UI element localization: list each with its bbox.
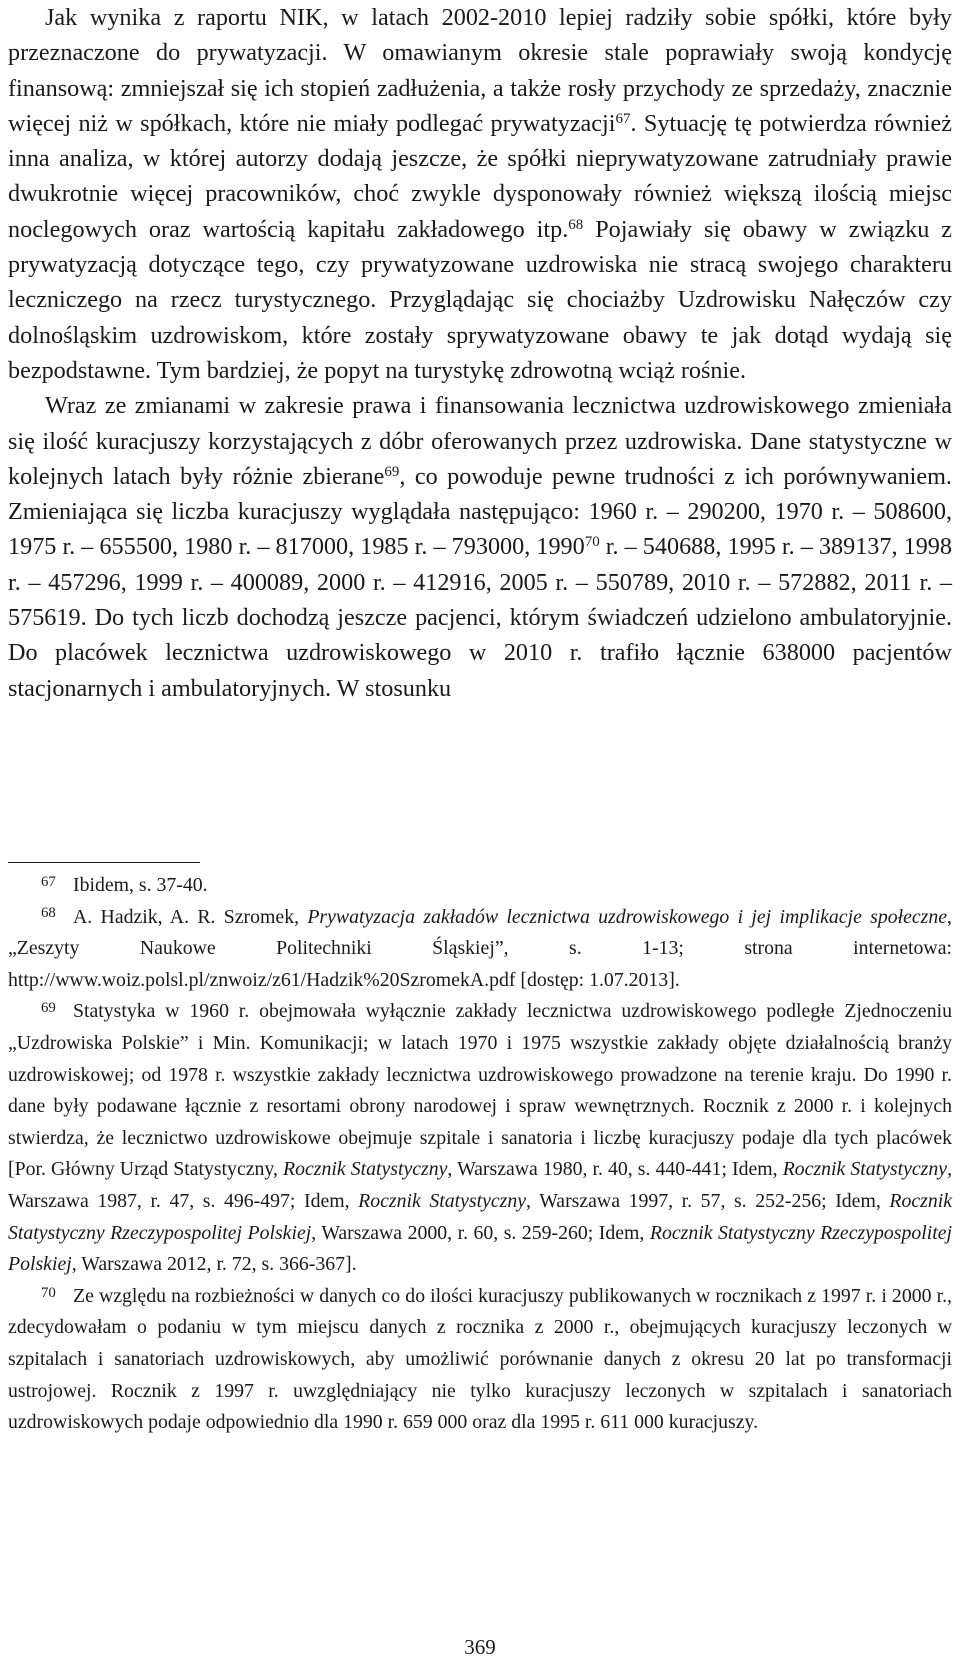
footnote-text: Ibidem, s. 37-40. — [73, 874, 208, 896]
paragraph-text: Wraz ze zmianami w zakresie prawa i finansowania lecznictwa uzdrowiskowego zmieniała się ilość kuracjuszy korzystających z dóbr oferowanych przez uzdrowiska. Dane statystyczne w kolejnych latach były różnie zbierane — [8, 392, 952, 490]
footnote-title: Rocznik Statystyczny — [283, 1158, 448, 1181]
page-content — [8, 0, 952, 706]
paragraph-text: . Sytuację tę potwierdza również inna analiza, w której autorzy dodają jeszcze, że spółki nieprywatyzowane zatrudniały prawie dwukrotnie więcej pracowników, choć zwykle dysponowały również większą ilością miejsc noclegowych oraz wartością kapitału zakładowego itp. — [8, 109, 952, 243]
footnote-69: 69 Statystyka w 1960 r. obejmowała wyłącznie zakłady lecznictwa uzdrowiskowego podległe Zjednoczeniu „Uzdrowiska Polskie” i Min. Komunikacji; w latach 1970 i 1975 wszystkie zakłady objęte działalnością branży uzdrowiskowej; od 1978 r. wszystkie zakłady lecznictwa uzdrowiskowego prowadzone na terenie kraju. Do 1990 r. dane były podawane łącznie z resortami obrony narodowej i spraw wewnętrznych. Rocznik z 2000 r. i kolejnych stwierdza, że lecznictwo uzdrowiskowe obejmuje szpitale i sanatoria i liczbę kuracjuszy podaje dla tych placówek [Por. Główny Urząd Statystyczny, Rocznik Statystyczny, Warszawa 1980, r. 40, s. 440-441; Idem, Rocznik Statystyczny, Warszawa 1987, r. 47, s. 496-497; Idem, Rocznik Statystyczny, Warszawa 1997, r. 57, s. 252-256; Idem, Rocznik Statystyczny Rzeczypospolitej Polskiej, Warszawa 2000, r. 60, s. 259-260; Idem, Rocznik Statystyczny Rzeczypospolitej Polskiej, Warszawa 2012, r. 72, s. 366-367]. — [8, 1000, 953, 1276]
page-number: 369 — [464, 1635, 496, 1659]
main-text — [8, 0, 952, 706]
paragraph-privatization — [8, 0, 952, 388]
footnote-ref-70[interactable]: 70 — [584, 534, 600, 551]
footnote-text: A. Hadzik, A. R. Szromek, — [73, 905, 308, 928]
paragraph-text: Pojawiały się obawy w związku z prywatyzacją dotyczące tego, czy prywatyzowane uzdrowiska nie stracą swojego charakteru leczniczego na rzecz turystycznego. Przyglądając się chociażby Uzdrowisku Nałęczów czy dolnośląskim uzdrowiskom, które zostały sprywatyzowane obawy te jak dotąd wydają się bezpodstawne. Tym bardziej, że popyt na turystykę zdrowotną wciąż rośnie. — [8, 215, 952, 384]
footnote-text: , Warszawa 2000, r. 60, s. 259-260; Idem, — [311, 1221, 650, 1244]
footnote-text: Statystyka w 1960 r. obejmowała wyłącznie zakłady lecznictwa uzdrowiskowego podległe Zjednoczeniu „Uzdrowiska Polskie” i Min. Komunikacji; w latach 1970 i 1975 wszystkie zakłady objęte działalnością branży uzdrowiskowej; od 1978 r. wszystkie zakłady lecznictwa uzdrowiskowego prowadzone na terenie kraju. Do 1990 r. dane były podawane łącznie z resortami obrony narodowej i spraw wewnętrznych. Rocznik z 2000 r. i kolejnych stwierdza, że lecznictwo uzdrowiskowe obejmuje szpitale i sanatoria i liczbę kuracjuszy podaje dla tych placówek [Por. Główny Urząd Statystyczny, — [8, 1000, 952, 1181]
footnote-divider — [8, 862, 200, 863]
footnote-text: , „Zeszyty Naukowe Politechniki Śląskiej”, s. 1-13; strona internetowa: http://www.woiz.polsl.pl/znwoiz/z61/Hadzik%20SzromekA.pdf [dostęp: 1.07.2013]. — [8, 905, 952, 991]
footnote-68: 68 A. Hadzik, A. R. Szromek, Prywatyzacja zakładów lecznictwa uzdrowiskowego i jej implikacje społeczne, „Zeszyty Naukowe Politechniki Śląskiej”, s. 1-13; strona internetowa: http://www.woiz.polsl.pl/znwoiz/z61/Hadzik%20SzromekA.pdf [dostęp: 1.07.2013]. — [8, 905, 952, 991]
footnote-title: Rocznik Statystyczny — [782, 1158, 948, 1181]
footnote-text: Ze względu na rozbieżności w danych co do ilości kuracjuszy publikowanych w rocznikach z 1997 r. i 2000 r., zdecydowałam o podaniu w tym miejscu danych z rocznika z 2000 r., obejmujących kuracjuszy leczonych w szpitalach i sanatoriach uzdrowiskowych, aby umożliwić porównanie danych z okresu 20 lat po transformacji ustrojowej. Rocznik z 1997 r. uwzględniający nie tylko kuracjuszy leczonych w szpitalach i sanatoriach uzdrowiskowych podaje odpowiednio dla 1990 r. 659 000 oraz dla 1995 r. 611 000 kuracjuszy. — [8, 1284, 952, 1434]
footnote-text: , Warszawa 1997, r. 57, s. 252-256; Idem, — [526, 1189, 890, 1212]
footnote-70: 70 Ze względu na rozbieżności w danych co do ilości kuracjuszy publikowanych w rocznikach z 1997 r. i 2000 r., zdecydowałam o podaniu w tym miejscu danych z rocznika z 2000 r., obejmujących kuracjuszy leczonych w szpitalach i sanatoriach uzdrowiskowych, aby umożliwić porównanie danych z okresu 20 lat po transformacji ustrojowej. Rocznik z 1997 r. uwzględniający nie tylko kuracjuszy leczonych w szpitalach i sanatoriach uzdrowiskowych podaje odpowiednio dla 1990 r. 659 000 oraz dla 1995 r. 611 000 kuracjuszy. — [8, 1284, 952, 1434]
footnote-title: Prywatyzacja zakładów lecznictwa uzdrowiskowego i jej implikacje społeczne — [307, 905, 948, 928]
footnote-text: , Warszawa 2012, r. 72, s. 366-367]. — [71, 1253, 357, 1276]
footnote-title: Rocznik Statystyczny — [358, 1189, 527, 1212]
paragraph-text: , co powoduje pewne trudności z ich porównywaniem. Zmieniająca się liczba kuracjuszy wyglądała następująco: 1960 r. – 290200, 1970 r. – 508600, 1975 r. – 655500, 1980 r. – 817000, 1985 r. – 793000, 1990 — [8, 462, 952, 561]
footnote-67: 67 Ibidem, s. 37-40. — [41, 873, 208, 896]
footnote-ref-69[interactable]: 69 — [384, 463, 400, 480]
footnote-title: Rocznik Statystyczny Rzeczypospolitej Polskiej — [8, 1221, 952, 1276]
footnote-text: , Warszawa 1987, r. 47, s. 496-497; Idem, — [8, 1158, 953, 1212]
footnotes — [8, 870, 952, 1439]
footnote-text: , Warszawa 1980, r. 40, s. 440-441; Idem, — [447, 1158, 783, 1181]
footnote-title: Rocznik Statystyczny Rzeczypospolitej Polskiej — [8, 1189, 952, 1244]
paragraph-text: r. – 540688, 1995 r. – 389137, 1998 r. – 457296, 1999 r. – 400089, 2000 r. – 412916, 2005 r. – 550789, 2010 r. – 572882, 2011 r. – 575619. Do tych liczb dochodzą jeszcze pacjenci, którym świadczeń udzielono ambulatoryjnie. Do placówek lecznictwa uzdrowiskowego w 2010 r. trafiło łącznie 638000 pacjentów stacjonarnych i ambulatoryjnych. W stosunku — [8, 533, 952, 702]
footnote-ref-68[interactable]: 68 — [568, 216, 584, 233]
paragraph-text: Jak wynika z raportu NIK, w latach 2002-2010 lepiej radziły sobie spółki, które były przeznaczone do prywatyzacji. W omawianym okresie stale poprawiały swoją kondycję finansową: zmniejszał się ich stopień zadłużenia, a także rosły przychody ze sprzedaży, znacznie więcej niż w spółkach, które nie miały podlegać prywatyzacji — [8, 4, 952, 137]
paragraph-patients — [8, 388, 952, 706]
footnote-ref-67[interactable]: 67 — [615, 110, 631, 127]
